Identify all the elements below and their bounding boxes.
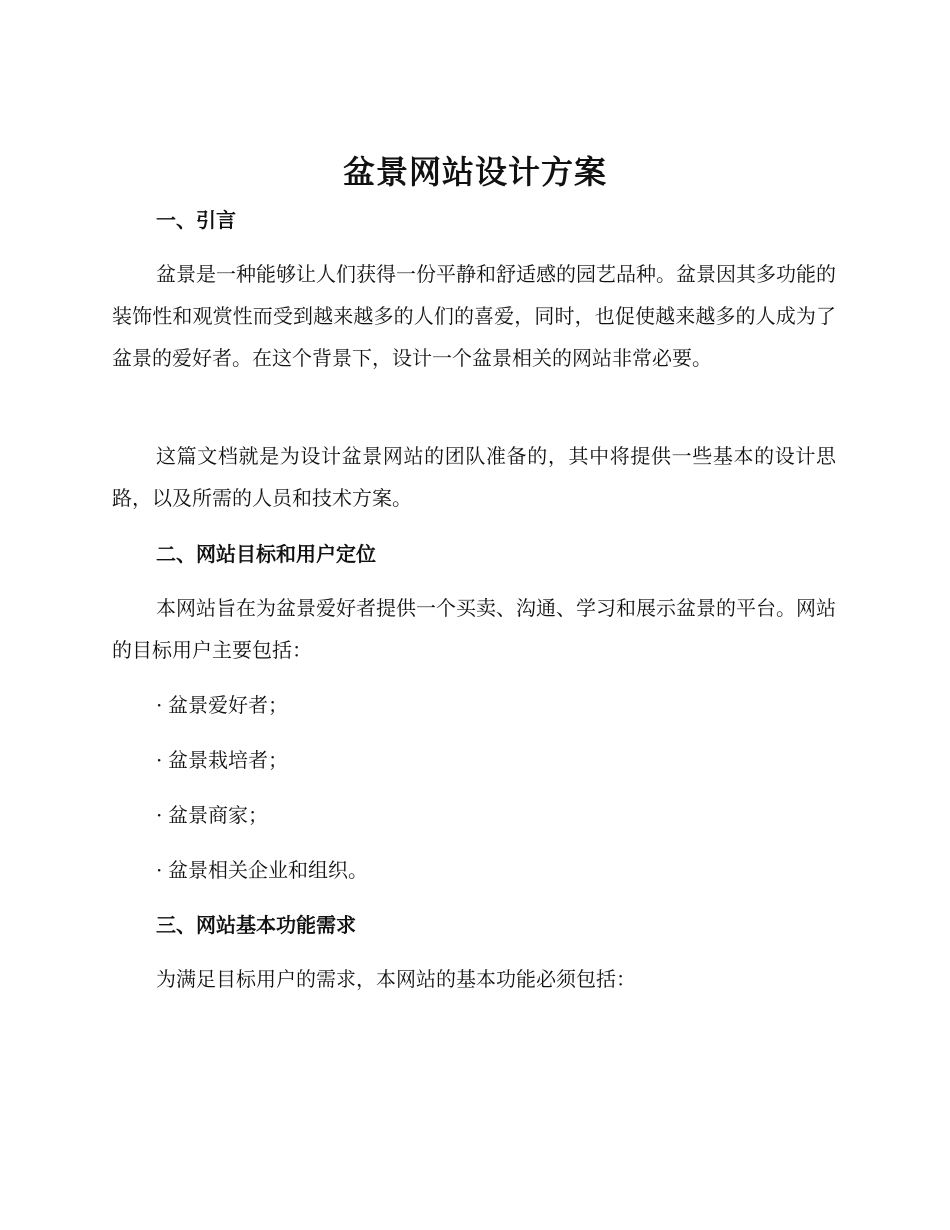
bullet-dot-icon: · <box>156 858 163 882</box>
bullet-dot-icon: · <box>156 748 163 772</box>
paragraph-functional-requirements: 为满足目标用户的需求，本网站的基本功能必须包括： <box>156 967 636 991</box>
section-heading-functional-requirements: 三、网站基本功能需求 <box>156 913 356 937</box>
list-item-text: 盆景爱好者； <box>168 693 288 717</box>
section-heading-goals-users: 二、网站目标和用户定位 <box>156 542 376 566</box>
list-item-text: 盆景栽培者； <box>168 748 288 772</box>
paragraph-introduction-1: 盆景是一种能够让人们获得一份平静和舒适感的园艺品种。盆景因其多功能的装饰性和观赏性而受到越来越多的人们的喜爱，同时，也促使越来越多的人成为了盆景的爱好者。在这个背景下，设计一个盆景相关的网站非常必要。 <box>112 262 836 370</box>
list-item <box>156 745 288 775</box>
list-item <box>156 690 288 720</box>
document-title: 盆景网站设计方案 <box>342 153 607 191</box>
paragraph-goals-users: 本网站旨在为盆景爱好者提供一个买卖、沟通、学习和展示盆景的平台。网站的目标用户主要包括： <box>112 596 836 662</box>
list-item <box>156 800 268 830</box>
list-item-text: 盆景商家； <box>168 803 268 827</box>
paragraph-introduction-2: 这篇文档就是为设计盆景网站的团队准备的，其中将提供一些基本的设计思路，以及所需的人员和技术方案。 <box>112 444 836 510</box>
section-heading-introduction: 一、引言 <box>156 208 236 232</box>
list-item <box>156 855 368 885</box>
bullet-dot-icon: · <box>156 693 163 717</box>
bullet-dot-icon: · <box>156 803 163 827</box>
list-item-text: 盆景相关企业和组织。 <box>168 858 368 882</box>
